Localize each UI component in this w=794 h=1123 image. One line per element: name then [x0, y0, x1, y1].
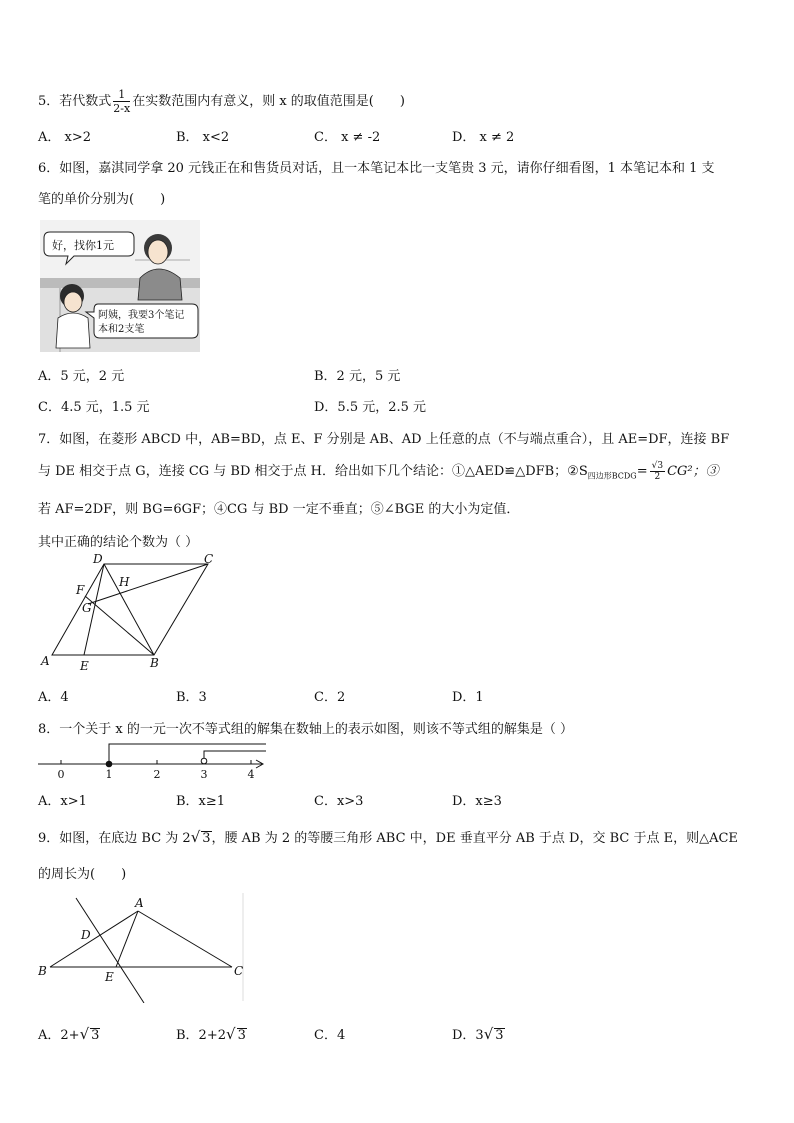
q5-option-a: A． x>2 [38, 130, 92, 145]
q8-option-c: C．x>3 [314, 794, 364, 809]
q5-option-c: C． x ≠ -2 [314, 130, 381, 145]
q9-line1-pre: 9．如图，在底边 BC 为 2 [38, 831, 191, 846]
q7-label-g: G [82, 601, 92, 615]
q8-option-d: D．x≥3 [452, 794, 502, 809]
q9-segment-ae [116, 911, 138, 967]
q6-bubble-bottom-text-2: 本和2支笔 [98, 324, 145, 335]
q8-number-line [36, 740, 268, 782]
q7-stem-line2 [38, 460, 719, 482]
q7-label-d: D [93, 552, 103, 566]
q9-option-b-sqrt: 3 [237, 1028, 246, 1043]
q5-option-d: D． x ≠ 2 [452, 130, 515, 145]
q7-label-b: B [150, 656, 159, 670]
q7-stem-line4: 其中正确的结论个数为（ ） [38, 535, 199, 550]
q9-option-a-sqrt: 3 [91, 1028, 100, 1043]
q8-tick-label-0: 0 [57, 768, 65, 781]
q9-option-a-text: A．2+ [38, 1028, 80, 1043]
q7-stem-line3: 若 AF=2DF，则 BG=6GF；④CG 与 BD 一定不垂直；⑤∠BGE 的大小为定值． [38, 502, 520, 517]
q9-label-e: E [105, 970, 114, 984]
q5-fraction [113, 88, 130, 115]
q7-option-b: B．3 [176, 690, 207, 705]
q9-line1-post: ，腰 AB 为 2 的等腰三角形 ABC 中，DE 垂直平分 AB 于点 D，交 BC 于点 E，则△ACE [211, 831, 738, 846]
q6-illustration-svg [40, 220, 200, 352]
q8-stem-line1: 8．一个关于 x 的一元一次不等式组的解集在数轴上的表示如图，则该不等式组的解集是（ ） [38, 722, 574, 737]
q6-clerk-face [148, 240, 168, 264]
q9-sqrt-value: 3 [202, 831, 211, 846]
q7-line2-frac-num: √3 [651, 461, 664, 471]
q6-bubble-top-text: 好，找你1元 [52, 239, 114, 252]
q5-frac-den: 2-x [113, 102, 131, 115]
q8-bracket-x-gt-3 [204, 751, 266, 761]
q7-option-d: D．1 [452, 690, 484, 705]
q6-option-c: C．4.5 元，1.5 元 [38, 400, 150, 415]
q8-number-line-svg [36, 740, 268, 782]
q9-stem-line1 [38, 827, 738, 846]
q7-line2-frac [650, 461, 665, 482]
q7-option-a: A．4 [38, 690, 69, 705]
q7-rhombus [52, 564, 208, 655]
q8-option-b: B．x≥1 [176, 794, 226, 809]
q6-stem-line2: 笔的单价分别为( ) [38, 192, 166, 207]
q8-tick-label-1: 1 [105, 768, 113, 781]
q9-option-b [176, 1024, 247, 1043]
q9-label-a: A [135, 896, 144, 910]
q9-option-d-sqrt-sign: √ [483, 1025, 494, 1043]
q9-option-d-text: D．3 [452, 1028, 484, 1043]
q7-stem-line1: 7．如图，在菱形 ABCD 中，AB=BD，点 E、F 分别是 AB、AD 上任意的点（不与端点重合），且 AE=DF，连接 BF [38, 432, 730, 447]
q8-tick-label-4: 4 [247, 768, 255, 781]
q9-option-c-text: C．4 [314, 1028, 346, 1043]
q9-figure-svg [38, 893, 244, 1003]
q6-bubble-bottom-text-1: 阿姨，我要3个笔记 [98, 310, 185, 321]
q7-line2-text: 与 DE 相交于点 G，连接 CG 与 BD 相交于点 H．给出如下几个结论：①△AED≌△DFB；②S [38, 464, 588, 479]
q7-figure [38, 552, 223, 674]
q5-stem-post: 在实数范围内有意义，则 x 的取值范围是( ) [132, 94, 405, 109]
q5-stem-pre: 5．若代数式 [38, 94, 112, 109]
q7-option-c: C．2 [314, 690, 346, 705]
q7-label-h: H [119, 575, 130, 589]
q6-option-b: B．2 元，5 元 [314, 369, 401, 384]
q9-label-b: B [38, 964, 47, 978]
q9-option-c [314, 1024, 345, 1043]
q6-option-a: A．5 元，2 元 [38, 369, 125, 384]
q7-label-e: E [80, 659, 89, 673]
q5-stem [38, 88, 405, 115]
q9-option-d [452, 1024, 505, 1043]
q7-label-f: F [76, 583, 85, 597]
q9-side-ab [50, 911, 138, 967]
q9-figure [38, 893, 244, 1003]
q7-line2-eq: = [636, 464, 648, 479]
q7-segment-cg [88, 564, 208, 604]
q7-segment-bf [85, 596, 154, 655]
q9-option-a-sqrt-sign: √ [79, 1025, 90, 1043]
q9-option-a [38, 1024, 100, 1043]
q7-label-c: C [204, 552, 214, 566]
q7-line2-sub: 四边形BCDG [587, 471, 637, 481]
q9-option-b-text: B．2+2 [176, 1028, 226, 1043]
q5-frac-num: 1 [113, 88, 130, 102]
q7-figure-svg [38, 552, 223, 674]
q7-label-a: A [41, 654, 50, 668]
q9-stem-line2: 的周长为( ) [38, 867, 127, 882]
q9-side-ac [138, 911, 232, 967]
q9-sqrt-sign: √ [190, 828, 201, 846]
q6-girl-face [64, 292, 82, 312]
q8-option-a: A．x>1 [38, 794, 87, 809]
q5-option-b: B． x<2 [176, 130, 230, 145]
q8-bracket-x-ge-1 [109, 744, 266, 764]
q7-line2-frac-den: 2 [654, 472, 661, 482]
q9-label-c: C [234, 964, 244, 978]
q9-label-d: D [81, 928, 91, 942]
q6-option-d: D．5.5 元，2.5 元 [314, 400, 427, 415]
q6-girl-body [56, 313, 90, 348]
q9-option-b-sqrt-sign: √ [226, 1025, 236, 1043]
q8-hollow-point [201, 758, 207, 764]
q8-solid-point [106, 761, 112, 767]
q6-illustration [40, 220, 200, 352]
q8-tick-label-2: 2 [153, 768, 161, 781]
q9-option-d-sqrt: 3 [495, 1028, 504, 1043]
q7-line2-cg: CG²；③ [667, 464, 719, 479]
q8-tick-label-3: 3 [200, 768, 208, 781]
q6-stem-line1: 6．如图，嘉淇同学拿 20 元钱正在和售货员对话，且一本笔记本比一支笔贵 3 元，请你仔细看图，1 本笔记本和 1 支 [38, 161, 715, 176]
